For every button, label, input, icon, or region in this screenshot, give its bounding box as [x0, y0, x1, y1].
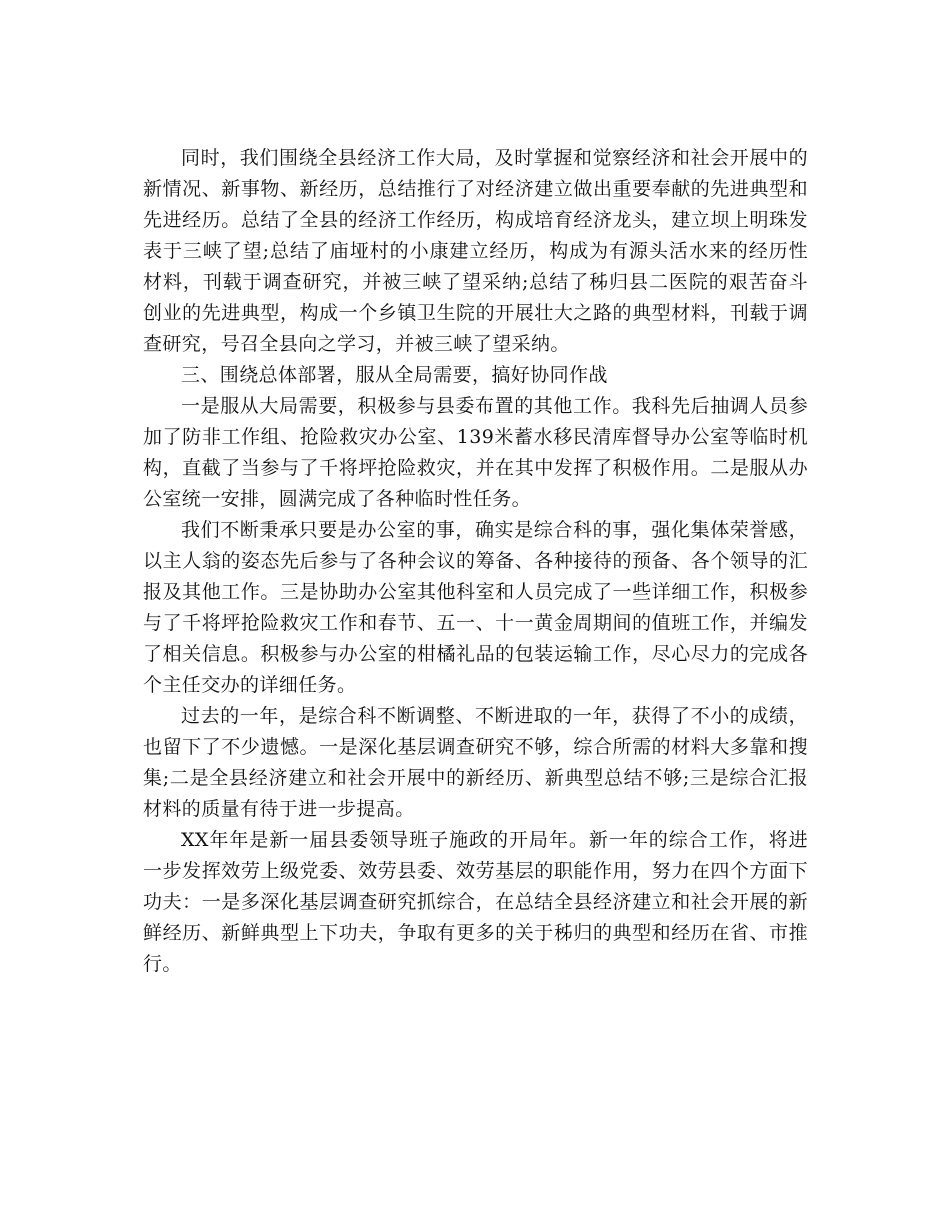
document-body	[143, 143, 808, 980]
section-heading-three: 三、围绕总体部署，服从全局需要，搞好协同作战	[181, 364, 608, 386]
paragraph-serve-overall-situation: 一是服从大局需要，积极参与县委布置的其他工作。我科先后抽调人员参加了防非工作组、抢险救灾办公室、139米蓄水移民清库督导办公室等临时机构，直截了当参与了千将坪抢险救灾，并在其中发挥了积极作用。二是服从办公室统一安排，圆满完成了各种临时性任务。	[143, 395, 808, 510]
paragraph-summary-of-experiences: 同时，我们围绕全县经济工作大局，及时掌握和觉察经济和社会开展中的新情况、新事物、新经历，总结推行了对经济建立做出重要奉献的先进典型和先进经历。总结了全县的经济工作经历，构成培育经济龙头，建立坝上明珠发表于三峡了望;总结了庙垭村的小康建立经历，构成为有源头活水来的经历性材料，刊载于调查研究，并被三峡了望采纳;总结了秭归县二医院的艰苦奋斗创业的先进典型，构成一个乡镇卫生院的开展壮大之路的典型材料，刊载于调查研究，号召全县向之学习，并被三峡了望采纳。	[143, 147, 808, 355]
paragraph-office-work: 我们不断秉承只要是办公室的事，确实是综合科的事，强化集体荣誉感，以主人翁的姿态先后参与了各种会议的筹备、各种接待的预备、各个领导的汇报及其他工作。三是协助办公室其他科室和人员完成了一些详细工作，积极参与了千将坪抢险救灾工作和春节、五一、十一黄金周期间的值班工作，并编发了相关信息。积极参与办公室的柑橘礼品的包装运输工作，尽心尽力的完成各个主任交办的详细任务。	[143, 519, 808, 696]
paragraph-new-year-plan: XX年年是新一届县委领导班子施政的开局年。新一年的综合工作，将进一步发挥效劳上级党委、效劳县委、效劳基层的职能作用，努力在四个方面下功夫：一是多深化基层调查研究抓综合，在总结全县经济建立和社会开展的新鲜经历、新鲜典型上下功夫，争取有更多的关于秭归的典型和经历在省、市推行。	[143, 829, 808, 975]
paragraph-past-year-review: 过去的一年，是综合科不断调整、不断进取的一年，获得了不小的成绩，也留下了不少遗憾。一是深化基层调查研究不够，综合所需的材料大多靠和搜集;二是全县经济建立和社会开展中的新经历、新典型总结不够;三是综合汇报材料的质量有待于进一步提高。	[143, 705, 808, 820]
